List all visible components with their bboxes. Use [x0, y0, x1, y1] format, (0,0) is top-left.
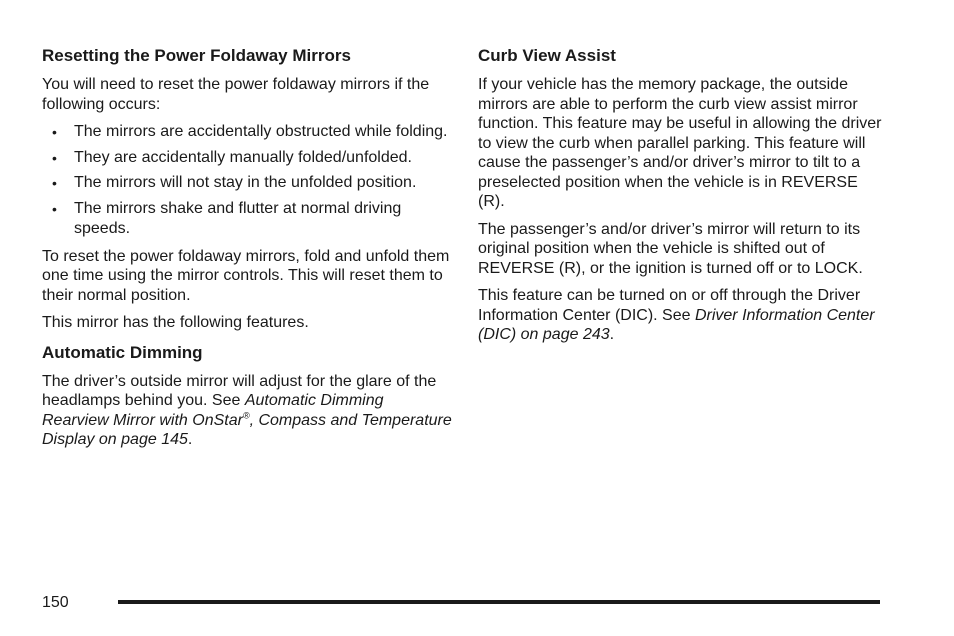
right-column [478, 46, 888, 353]
foldaway-reset-text: To reset the power foldaway mirrors, fold and unfold them one time using the mirror controls. This will reset them to their normal position. [42, 247, 450, 304]
list-item-text: The mirrors shake and flutter at normal driving speeds. [74, 199, 402, 237]
list-item-text: They are accidentally manually folded/unfolded. [74, 148, 412, 166]
registered-mark: ® [242, 410, 250, 421]
automatic-dimming-text: The driver’s outside mirror will adjust for the glare of the headlamps behind you. See Automatic Dimming Rearview Mirror with OnStar®, Compass and Temperature Display on page 145. [42, 372, 452, 448]
section-heading-curb-view-assist: Curb View Assist [478, 46, 616, 65]
list-item-text: The mirrors will not stay in the unfolded position. [74, 174, 417, 191]
page-number: 150 [42, 594, 69, 611]
dic-cross-reference[interactable]: Driver Information Center (DIC) on page 243 [478, 306, 875, 343]
section-heading-foldaway: Resetting the Power Foldaway Mirrors [42, 46, 351, 65]
curb-view-para-2: The passenger’s and/or driver’s mirror will return to its original position when the vehicle is shifted out of REVERSE (R), or the ignition is turned off or to LOCK. [478, 220, 863, 277]
footer-rule [118, 600, 880, 604]
list-item [42, 122, 452, 143]
left-column [42, 46, 452, 458]
section-heading-automatic-dimming: Automatic Dimming [42, 342, 203, 362]
bullet-icon: • [52, 175, 57, 191]
features-text: This mirror has the following features. [42, 314, 309, 331]
dimming-text-plain: The driver’s outside mirror will adjust for the glare of the headlamps behind you. See [42, 372, 437, 409]
curb-view-para-3: This feature can be turned on or off through the Driver Information Center (DIC). See Driver Information Center (DIC) on page 243. [478, 287, 875, 343]
bullet-icon: • [52, 124, 57, 140]
foldaway-intro: You will need to reset the power foldaway mirrors if the following occurs: [42, 76, 430, 113]
foldaway-conditions-list [42, 122, 452, 240]
list-item [42, 148, 452, 169]
bullet-icon: • [52, 149, 57, 166]
list-item [42, 173, 452, 194]
bullet-icon: • [52, 200, 57, 217]
curb-view-para-1: If your vehicle has the memory package, the outside mirrors are able to perform the curb view assist mirror function. This feature may be useful in allowing the driver to view the curb when parallel parking. This feature will cause the passenger’s and/or driver’s mirror to tilt to a preselected position when the vehicle is in REVERSE (R). [478, 76, 882, 210]
dimming-cross-reference[interactable]: Automatic Dimming Rearview Mirror with OnStar®, Compass and Temperature Display on page 145 [42, 392, 452, 448]
list-item-text: The mirrors are accidentally obstructed while folding. [74, 123, 448, 140]
list-item [42, 199, 452, 240]
